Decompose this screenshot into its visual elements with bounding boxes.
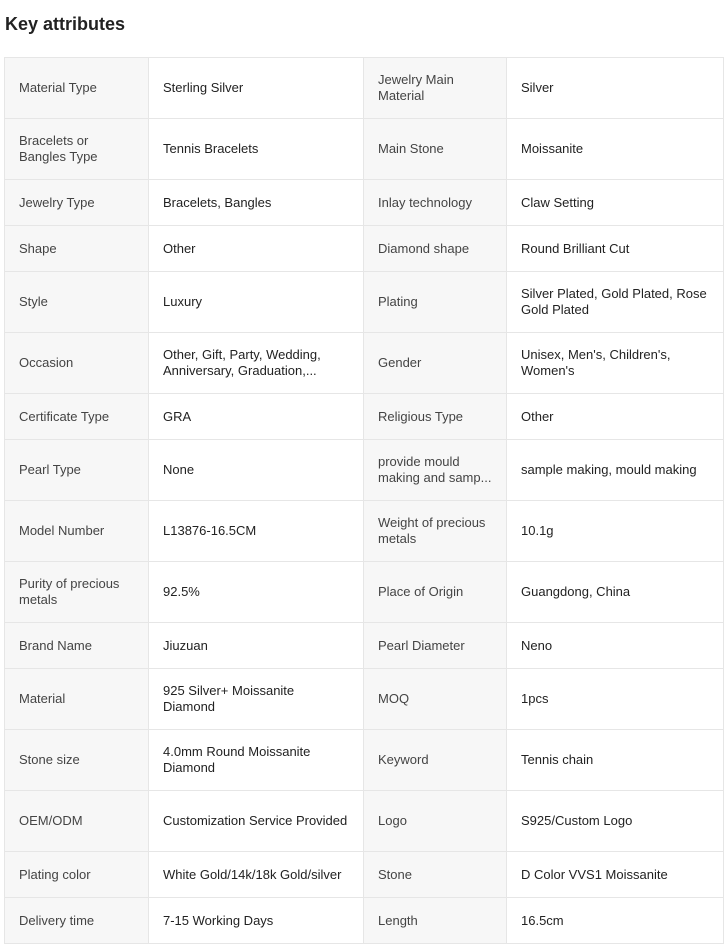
attribute-label: Jewelry Type [5,180,149,226]
attribute-label: Jewelry Main Material [364,58,507,119]
attribute-value: S925/Custom Logo [507,791,724,852]
attribute-row [5,562,724,623]
attribute-value: Neno [507,623,724,669]
attribute-row [5,898,724,944]
attribute-label: Stone size [5,730,149,791]
attribute-row [5,669,724,730]
attribute-label: Shape [5,226,149,272]
section-title: Key attributes [5,14,126,34]
attribute-row [5,440,724,501]
attribute-value: White Gold/14k/18k Gold/silver [149,852,364,898]
attribute-value: Sterling Silver [149,58,364,119]
attribute-label: Style [5,272,149,333]
attribute-label: Stone [364,852,507,898]
attribute-row [5,272,724,333]
attribute-label: Plating [364,272,507,333]
attribute-value: D Color VVS1 Moissanite [507,852,724,898]
attribute-value: 16.5cm [507,898,724,944]
attribute-row [5,333,724,394]
attribute-row [5,852,724,898]
attribute-value: L13876-16.5CM [149,501,364,562]
attribute-label: Brand Name [5,623,149,669]
attribute-label: Delivery time [5,898,149,944]
attribute-row [5,119,724,180]
attribute-label: Plating color [5,852,149,898]
attribute-label: OEM/ODM [5,791,149,852]
attribute-value: Customization Service Provided [149,791,364,852]
attribute-value: GRA [149,394,364,440]
attribute-value: Jiuzuan [149,623,364,669]
attribute-value: Bracelets, Bangles [149,180,364,226]
attribute-value: sample making, mould making [507,440,724,501]
attribute-label: Pearl Type [5,440,149,501]
attribute-row [5,226,724,272]
attribute-label: Material [5,669,149,730]
attribute-label: Religious Type [364,394,507,440]
attribute-value: Unisex, Men's, Children's, Women's [507,333,724,394]
attribute-value: 4.0mm Round Moissanite Diamond [149,730,364,791]
attribute-value: Round Brilliant Cut [507,226,724,272]
attribute-label: Weight of precious metals [364,501,507,562]
attribute-value: Other [507,394,724,440]
attribute-label: Gender [364,333,507,394]
attribute-row [5,730,724,791]
attribute-value: 92.5% [149,562,364,623]
attribute-row [5,501,724,562]
attribute-row [5,180,724,226]
attribute-label: Length [364,898,507,944]
attribute-label: Place of Origin [364,562,507,623]
attribute-value: Other, Gift, Party, Wedding, Anniversary, Graduation,... [149,333,364,394]
attribute-value: None [149,440,364,501]
attribute-label: Purity of precious metals [5,562,149,623]
attribute-label: provide mould making and samp... [364,440,507,501]
attribute-label: Pearl Diameter [364,623,507,669]
attribute-label: Bracelets or Bangles Type [5,119,149,180]
attribute-row [5,623,724,669]
attribute-value: Silver [507,58,724,119]
attribute-label: Certificate Type [5,394,149,440]
attribute-value: Claw Setting [507,180,724,226]
attribute-value: Moissanite [507,119,724,180]
attribute-label: Material Type [5,58,149,119]
attribute-row [5,58,724,119]
attribute-value: 7-15 Working Days [149,898,364,944]
attribute-value: 925 Silver+ Moissanite Diamond [149,669,364,730]
attribute-row [5,394,724,440]
attribute-value: Luxury [149,272,364,333]
attribute-label: Occasion [5,333,149,394]
attribute-label: Main Stone [364,119,507,180]
attribute-label: Diamond shape [364,226,507,272]
attribute-value: Tennis chain [507,730,724,791]
attribute-value: Other [149,226,364,272]
attribute-label: Model Number [5,501,149,562]
key-attributes-table [4,57,724,944]
attribute-row [5,791,724,852]
attribute-label: MOQ [364,669,507,730]
attribute-value: Tennis Bracelets [149,119,364,180]
attribute-value: Silver Plated, Gold Plated, Rose Gold Plated [507,272,724,333]
attribute-label: Inlay technology [364,180,507,226]
attribute-value: 1pcs [507,669,724,730]
attribute-value: Guangdong, China [507,562,724,623]
attribute-label: Keyword [364,730,507,791]
attribute-value: 10.1g [507,501,724,562]
attribute-label: Logo [364,791,507,852]
